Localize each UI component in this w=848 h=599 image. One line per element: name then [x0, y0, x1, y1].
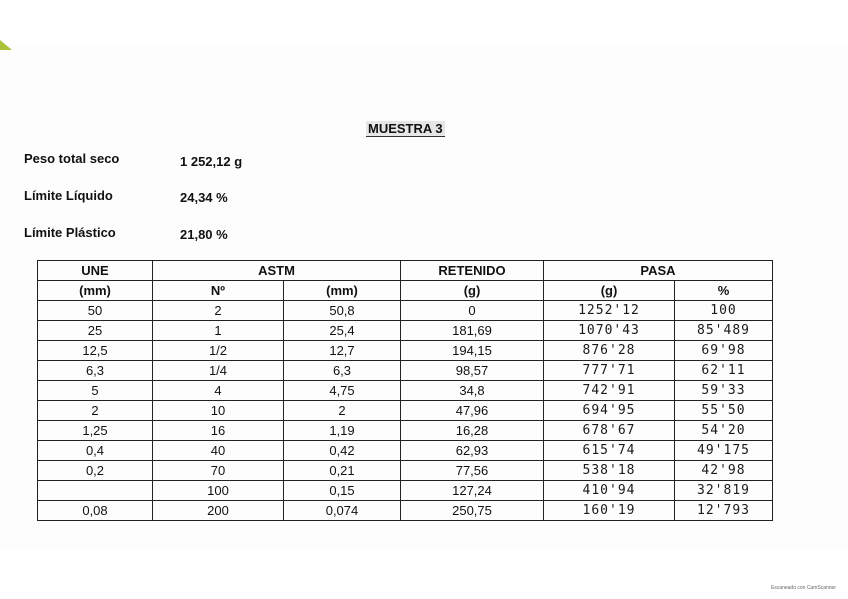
table-header-row [38, 261, 773, 281]
cell-retenido: 127,24 [401, 481, 544, 501]
table-row [38, 401, 773, 421]
cell-astm-no: 1 [153, 321, 284, 341]
table-row [38, 501, 773, 521]
cell-retenido: 0 [401, 301, 544, 321]
header-une: UNE [38, 261, 153, 281]
cell-une: 6,3 [38, 361, 153, 381]
cell-astm-mm: 0,21 [284, 461, 401, 481]
cell-astm-mm: 0,074 [284, 501, 401, 521]
granulometry-table [37, 260, 773, 521]
table-row [38, 441, 773, 461]
cell-pasa-pct: 62'11 [675, 361, 773, 381]
cell-astm-mm: 12,7 [284, 341, 401, 361]
cell-retenido: 77,56 [401, 461, 544, 481]
cell-astm-no: 16 [153, 421, 284, 441]
subheader-retenido-unit: (g) [401, 281, 544, 301]
table-row [38, 421, 773, 441]
table-row [38, 321, 773, 341]
page-corner-mark [0, 40, 12, 50]
cell-une: 0,08 [38, 501, 153, 521]
cell-une: 0,2 [38, 461, 153, 481]
header-pasa: PASA [544, 261, 773, 281]
cell-astm-no: 1/2 [153, 341, 284, 361]
meta-label-dry-weight: Peso total seco [24, 151, 120, 166]
cell-retenido: 47,96 [401, 401, 544, 421]
cell-astm-mm: 0,42 [284, 441, 401, 461]
table-row [38, 381, 773, 401]
cell-retenido: 98,57 [401, 361, 544, 381]
meta-label-liquid-limit: Límite Líquido [24, 188, 113, 203]
cell-une: 0,4 [38, 441, 153, 461]
table-row [38, 341, 773, 361]
cell-astm-mm: 0,15 [284, 481, 401, 501]
cell-une: 1,25 [38, 421, 153, 441]
cell-une: 25 [38, 321, 153, 341]
meta-value-dry-weight: 1 252,12 g [180, 154, 243, 169]
scanner-watermark: Escaneado con CamScanner [770, 585, 836, 591]
table-row [38, 301, 773, 321]
cell-pasa-pct: 69'98 [675, 341, 773, 361]
subheader-pasa-g: (g) [544, 281, 675, 301]
cell-pasa-g: 160'19 [544, 501, 675, 521]
cell-pasa-g: 678'67 [544, 421, 675, 441]
cell-astm-no: 70 [153, 461, 284, 481]
subheader-astm-mm: (mm) [284, 281, 401, 301]
cell-pasa-pct: 100 [675, 301, 773, 321]
cell-astm-no: 200 [153, 501, 284, 521]
cell-retenido: 16,28 [401, 421, 544, 441]
cell-une [38, 481, 153, 501]
table-row [38, 361, 773, 381]
cell-astm-mm: 6,3 [284, 361, 401, 381]
cell-pasa-g: 615'74 [544, 441, 675, 461]
cell-pasa-pct: 55'50 [675, 401, 773, 421]
meta-value-liquid-limit: 24,34 % [180, 190, 228, 205]
cell-astm-mm: 1,19 [284, 421, 401, 441]
cell-astm-mm: 25,4 [284, 321, 401, 341]
cell-astm-no: 10 [153, 401, 284, 421]
cell-pasa-pct: 85'489 [675, 321, 773, 341]
cell-pasa-g: 876'28 [544, 341, 675, 361]
cell-une: 50 [38, 301, 153, 321]
cell-pasa-pct: 59'33 [675, 381, 773, 401]
meta-value-plastic-limit: 21,80 % [180, 227, 228, 242]
subheader-pasa-pct: % [675, 281, 773, 301]
cell-pasa-pct: 49'175 [675, 441, 773, 461]
table-row [38, 481, 773, 501]
cell-astm-mm: 50,8 [284, 301, 401, 321]
cell-pasa-pct: 54'20 [675, 421, 773, 441]
cell-retenido: 250,75 [401, 501, 544, 521]
cell-une: 5 [38, 381, 153, 401]
cell-retenido: 34,8 [401, 381, 544, 401]
subheader-astm-no: Nº [153, 281, 284, 301]
cell-astm-mm: 2 [284, 401, 401, 421]
cell-retenido: 62,93 [401, 441, 544, 461]
table-subheader-row [38, 281, 773, 301]
subheader-une-unit: (mm) [38, 281, 153, 301]
cell-une: 12,5 [38, 341, 153, 361]
cell-pasa-pct: 32'819 [675, 481, 773, 501]
cell-retenido: 181,69 [401, 321, 544, 341]
cell-pasa-g: 538'18 [544, 461, 675, 481]
cell-pasa-pct: 42'98 [675, 461, 773, 481]
sample-title: MUESTRA 3 [368, 121, 443, 136]
cell-pasa-pct: 12'793 [675, 501, 773, 521]
cell-une: 2 [38, 401, 153, 421]
cell-astm-no: 4 [153, 381, 284, 401]
cell-pasa-g: 694'95 [544, 401, 675, 421]
cell-astm-mm: 4,75 [284, 381, 401, 401]
cell-astm-no: 1/4 [153, 361, 284, 381]
header-astm: ASTM [153, 261, 401, 281]
cell-pasa-g: 742'91 [544, 381, 675, 401]
cell-pasa-g: 1252'12 [544, 301, 675, 321]
cell-astm-no: 2 [153, 301, 284, 321]
cell-pasa-g: 777'71 [544, 361, 675, 381]
cell-astm-no: 40 [153, 441, 284, 461]
cell-astm-no: 100 [153, 481, 284, 501]
meta-label-plastic-limit: Límite Plástico [24, 225, 116, 240]
header-retenido: RETENIDO [401, 261, 544, 281]
cell-pasa-g: 1070'43 [544, 321, 675, 341]
cell-retenido: 194,15 [401, 341, 544, 361]
table-row [38, 461, 773, 481]
table-body [38, 301, 773, 521]
cell-pasa-g: 410'94 [544, 481, 675, 501]
